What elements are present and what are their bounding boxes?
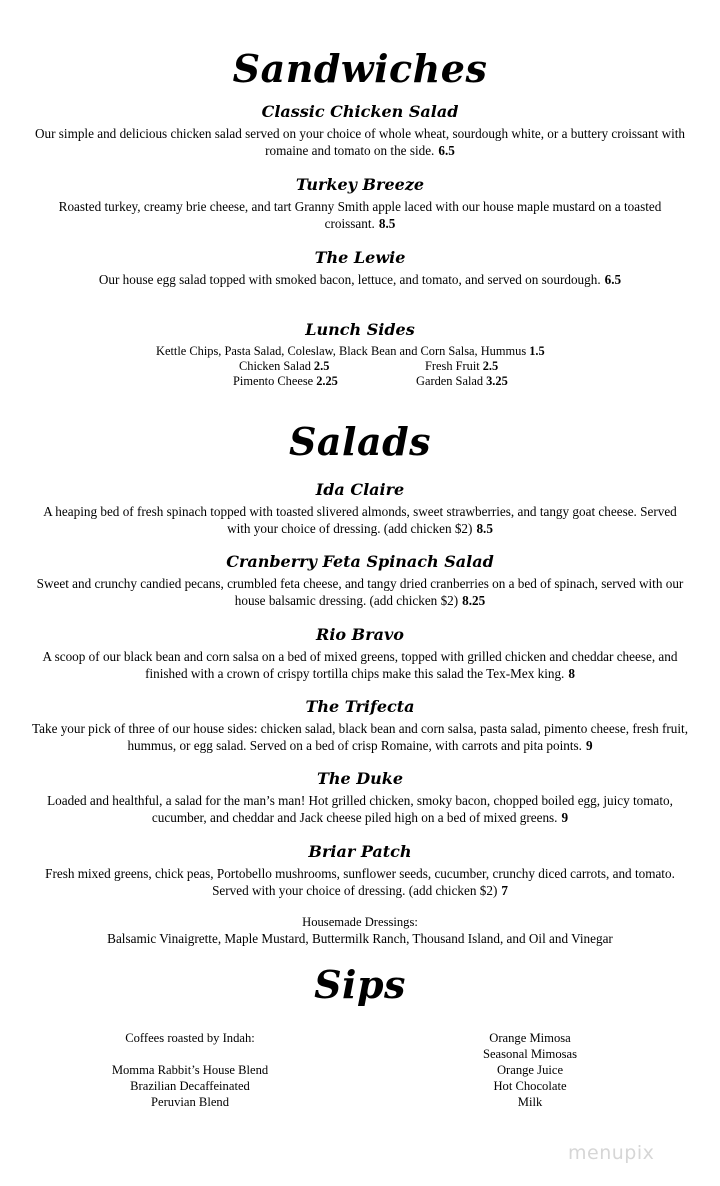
side-text: Pimento Cheese [233,374,314,388]
item-desc-briar-patch [30,865,690,899]
sips-right-line: Milk [517,1095,543,1109]
desc-text: Take your pick of three of our house sides: chicken salad, black bean and corn salsa, pasta salad, pimento cheese, fresh fruit, hummus, or egg salad. Served on a bed of crisp Romaine, with carrots and pita points. [31,721,689,753]
item-desc-the-duke [30,792,690,826]
sips-coffee-list [80,1030,300,1110]
side-text: Chicken Salad [239,359,311,373]
desc-text: Fresh mixed greens, chick peas, Portobello mushrooms, sunflower seeds, cucumber, crunchy diced carrots, and tomato. Served with your choice of dressing. (add chicken $2) [45,866,675,898]
menupix-watermark: menupix [568,1142,655,1164]
sips-left-line [80,1046,300,1062]
lunch-sides-title: Lunch Sides [305,320,415,339]
sips-left-line: Momma Rabbit’s House Blend [111,1063,269,1077]
sips-right-line: Seasonal Mimosas [482,1047,578,1061]
side-fresh-fruit [425,358,498,374]
side-price: 2.5 [482,359,499,373]
desc-text: Loaded and healthful, a salad for the man’s man! Hot grilled chicken, smoky bacon, chopped boiled egg, juicy tomato, cucumber, and cheddar and Jack cheese piled high on a bed of mixed greens. [47,793,673,825]
price: 6.5 [438,143,455,158]
dressings-heading: Housemade Dressings: [302,915,418,929]
desc-text: A heaping bed of fresh spinach topped with toasted slivered almonds, sweet strawberries, and tangy goat cheese. Served with your choice of dressing. (add chicken $2) [43,504,677,536]
salads-title: Salads [288,419,432,464]
side-garden-salad [416,373,508,389]
price: 8 [568,666,575,681]
price: 9 [585,738,593,753]
sips-title: Sips [314,962,406,1007]
sips-right-line: Hot Chocolate [493,1079,567,1093]
side-price: 3.25 [486,374,508,388]
item-name-turkey-breeze: Turkey Breeze [295,175,425,194]
item-name-classic-chicken-salad: Classic Chicken Salad [261,102,459,121]
item-desc-rio-bravo [30,648,690,682]
item-name-the-lewie: The Lewie [314,248,406,267]
sips-left-line: Brazilian Decaffeinated [130,1079,250,1093]
sips-right-line: Orange Mimosa [489,1031,571,1045]
price: 8.5 [476,521,493,536]
desc-text: Sweet and crunchy candied pecans, crumbled feta cheese, and tangy dried cranberries on a bed of spinach, served with our house balsamic dressing. (add chicken $2) [36,576,684,608]
side-price: 1.5 [529,344,545,358]
side-text: Fresh Fruit [425,359,480,373]
item-name-the-duke: The Duke [316,769,404,788]
item-name-rio-bravo: Rio Bravo [316,625,404,644]
price: 7 [501,883,508,898]
side-pimento-cheese [233,373,338,389]
price: 8.25 [462,593,486,608]
item-name-cranberry-feta-spinach-salad: Cranberry Feta Spinach Salad [226,552,494,571]
sips-right-line: Orange Juice [496,1063,564,1077]
desc-text: A scoop of our black bean and corn salsa on a bed of mixed greens, topped with grilled chicken and cheddar cheese, and finished with a crown of crispy tortilla chips make this salad the Tex-Mex king. [42,649,678,681]
item-desc-classic-chicken-salad [30,125,690,159]
item-desc-ida-claire [30,503,690,537]
item-name-ida-claire: Ida Claire [315,480,405,499]
item-desc-turkey-breeze [30,198,690,232]
side-chicken-salad [239,358,329,374]
dressings-list: Balsamic Vinaigrette, Maple Mustard, Buttermilk Ranch, Thousand Island, and Oil and Vinegar [107,931,613,946]
price: 9 [561,810,569,825]
sips-left-line: Coffees roasted by Indah: [125,1031,255,1045]
price: 8.5 [378,216,396,231]
side-text: Kettle Chips, Pasta Salad, Coleslaw, Black Bean and Corn Salsa, Hummus [156,344,527,358]
item-desc-the-lewie [30,271,690,288]
sandwiches-title: Sandwiches [232,46,488,91]
item-desc-the-trifecta [30,720,690,754]
sips-left-line: Peruvian Blend [151,1095,229,1109]
item-name-the-trifecta: The Trifecta [305,697,415,716]
side-price: 2.25 [316,374,338,388]
item-desc-cranberry-feta-spinach-salad [30,575,690,609]
sips-drinks-list [440,1030,620,1110]
side-text: Garden Salad [416,374,484,388]
item-name-briar-patch: Briar Patch [308,842,412,861]
side-price: 2.5 [313,359,330,373]
desc-text: Our simple and delicious chicken salad served on your choice of whole wheat, sourdough white, or a buttery croissant with romaine and tomato on the side. [34,126,686,158]
lunch-sides-line-1 [156,343,545,359]
desc-text: Our house egg salad topped with smoked bacon, lettuce, and tomato, and served on sourdough. [98,272,601,287]
desc-text: Roasted turkey, creamy brie cheese, and tart Granny Smith apple laced with our house maple mustard on a toasted croissant. [58,199,662,231]
price: 6.5 [604,272,622,287]
